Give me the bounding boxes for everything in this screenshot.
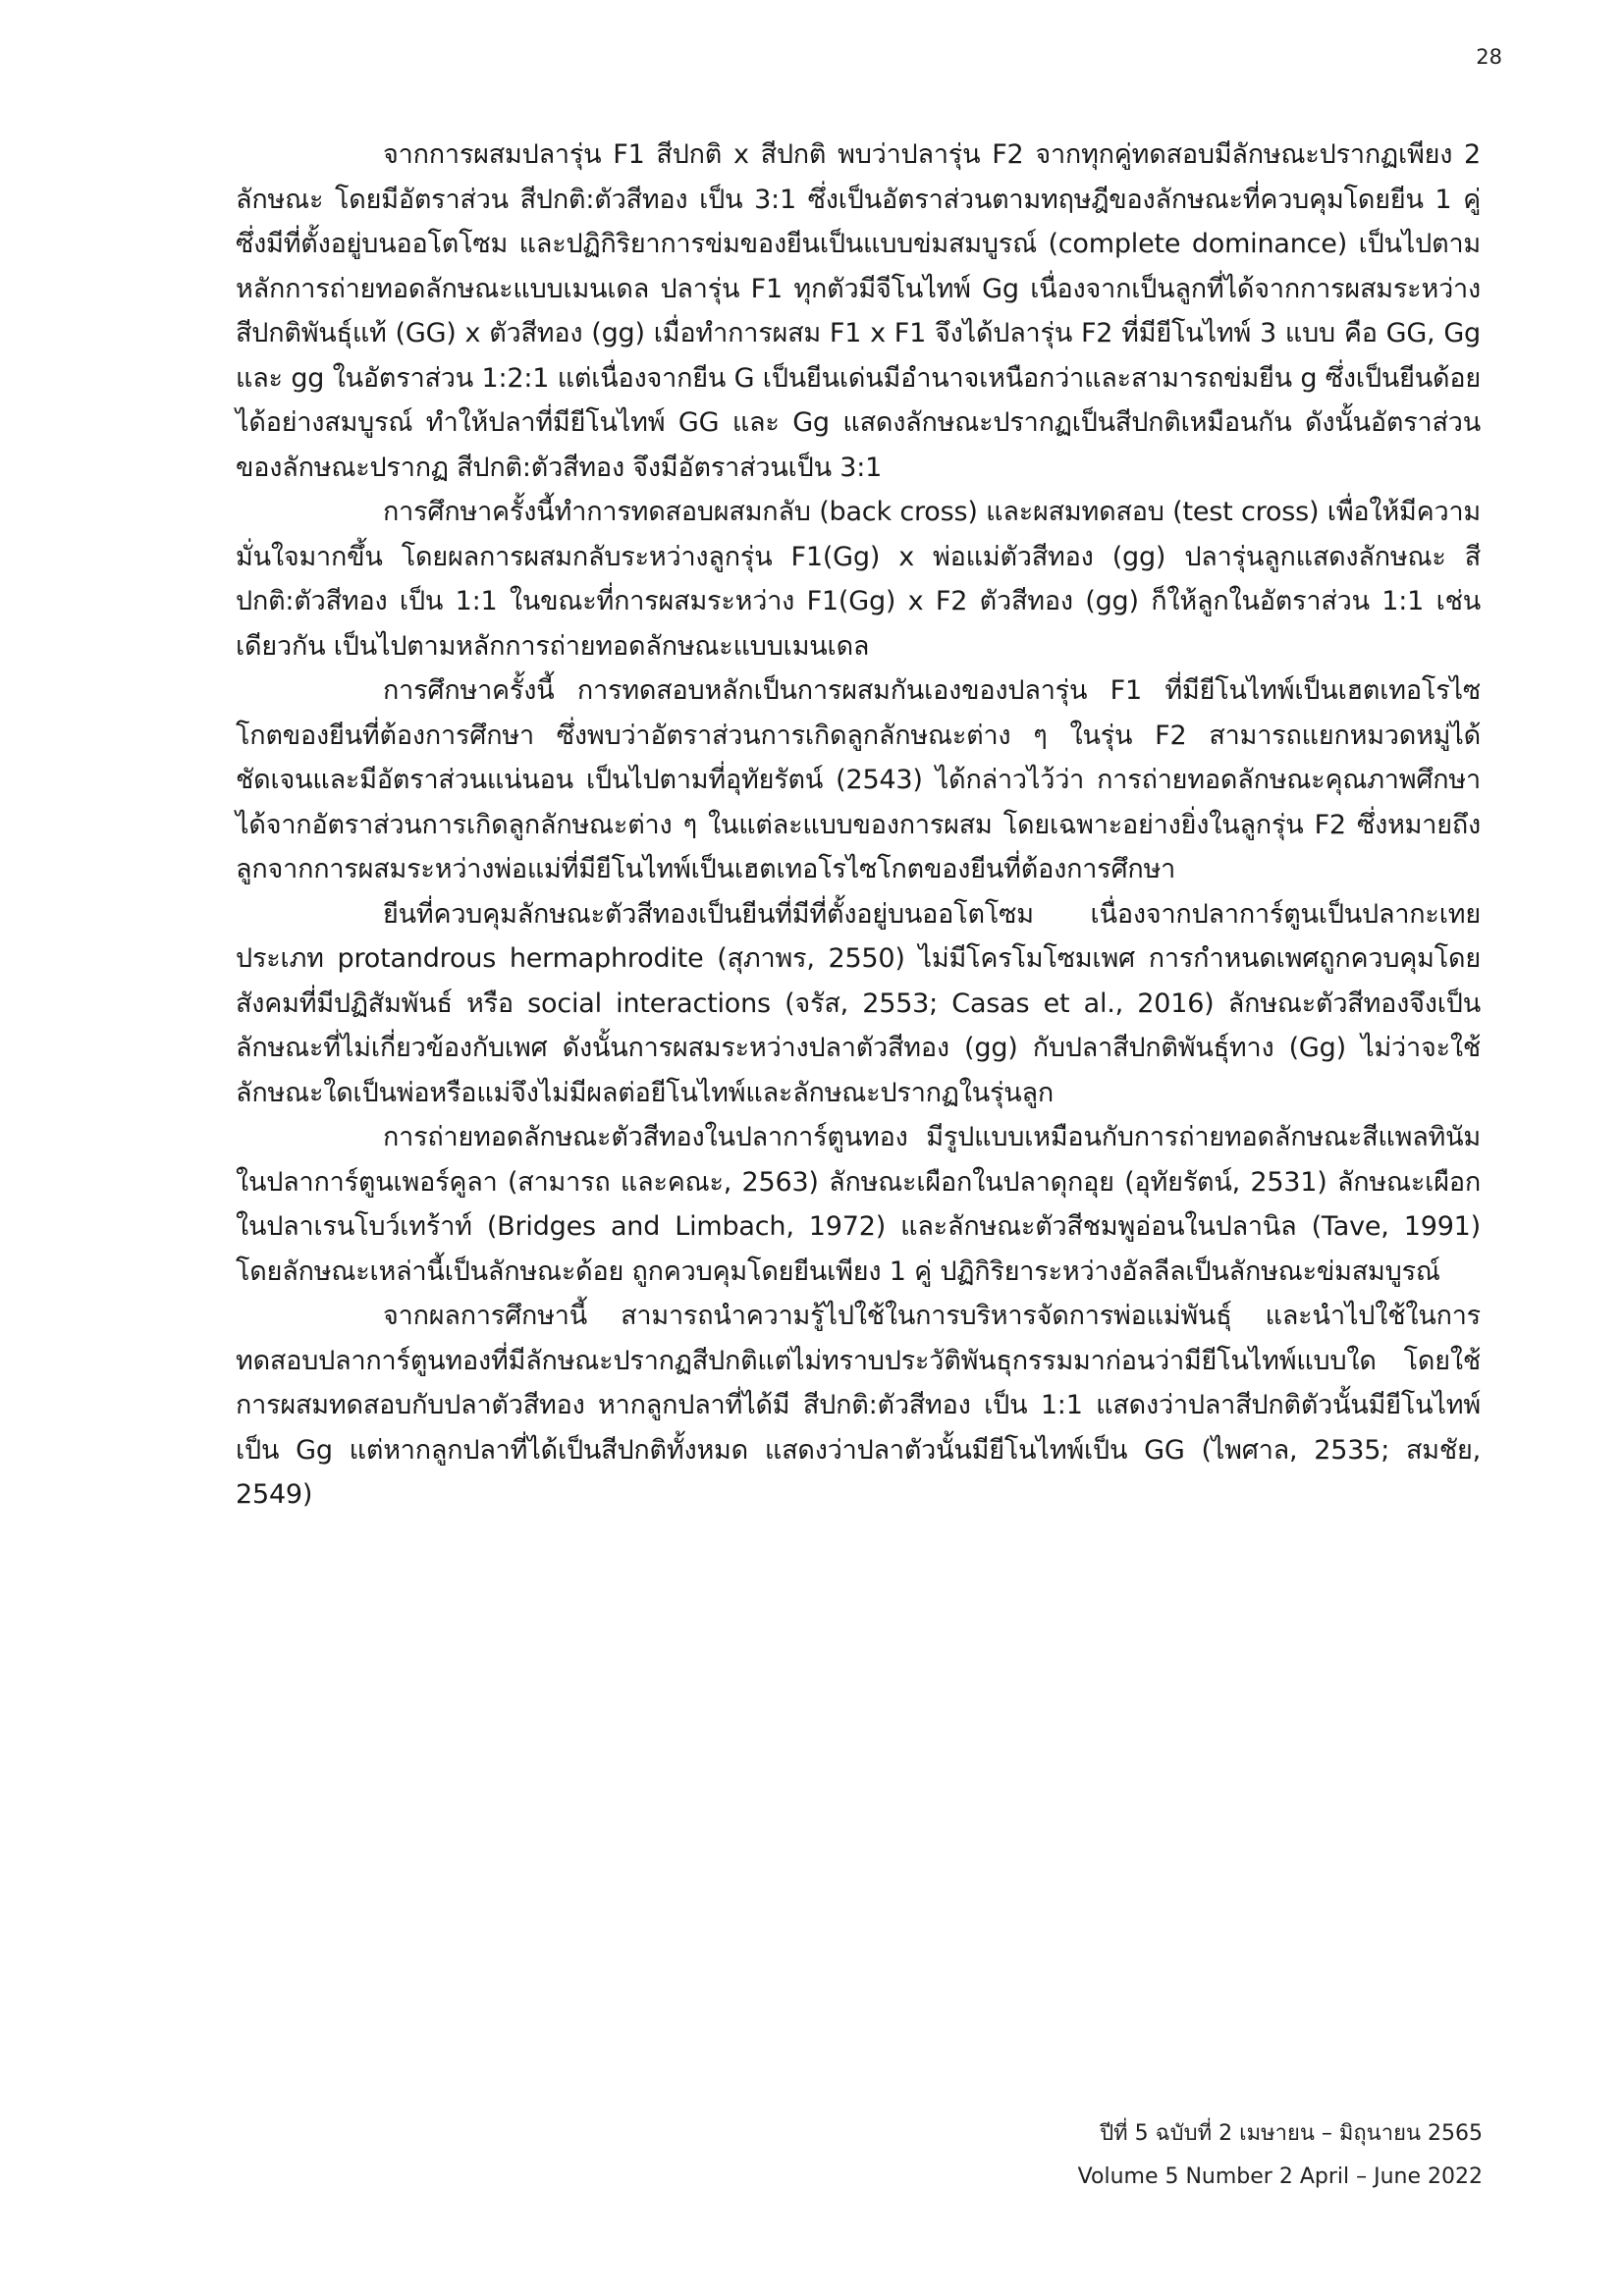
paragraph-autosomal-gene: ยีนที่ควบคุมลักษณะตัวสีทองเป็นยีนที่มีที่ตั้งอยู่บนออโตโซม เนื่องจากปลาการ์ตูนเป็นปลากะเทยประเภท protandrous hermaphrodite (สุภาพร, 2550) ไม่มีโครโมโซมเพศ การกำหนดเพศถูกควบคุมโดยสังคมที่มีปฏิสัมพันธ์ หรือ social interactions (จรัส, 2553; Casas et al., 2016) ลักษณะตัวสีทองจึงเป็นลักษณะที่ไม่เกี่ยวข้องกับเพศ ดังนั้นการผสมระหว่างปลาตัวสีทอง (gg) กับปลาสีปกติพันธุ์ทาง (Gg) ไม่ว่าจะใช้ลักษณะใดเป็นพ่อหรือแม่จึงไม่มีผลต่อยีโนไทพ์และลักษณะปรากฏในรุ่นลูก [236,898,1481,1108]
footer-thai-volume: ปีที่ 5 ฉบับที่ 2 เมษายน – มิถุนายน 2565 [1100,2121,1483,2146]
paragraph-back-cross: การศึกษาครั้งนี้ทำการทดสอบผสมกลับ (back cross) และผสมทดสอบ (test cross) เพื่อให้มีความมั่นใจมากขึ้น โดยผลการผสมกลับระหว่างลูกรุ่น F1(Gg) x พ่อแม่ตัวสีทอง (gg) ปลารุ่นลูกแสดงลักษณะ สีปกติ:ตัวสีทอง เป็น 1:1 ในขณะที่การผสมระหว่าง F1(Gg) x F2 ตัวสีทอง (gg) ก็ให้ลูกในอัตราส่วน 1:1 เช่นเดียวกัน เป็นไปตามหลักการถ่ายทอดลักษณะแบบเมนเดล [236,497,1481,662]
paragraph-application: จากผลการศึกษานี้ สามารถนำความรู้ไปใช้ในการบริหารจัดการพ่อแม่พันธุ์ และนำไปใช้ในการทดสอบปลาการ์ตูนทองที่มีลักษณะปรากฏสีปกติแต่ไม่ทราบประวัติพันธุกรรมมาก่อนว่ามียีโนไทพ์แบบใด โดยใช้การผสมทดสอบกับปลาตัวสีทอง หากลูกปลาที่ได้มี สีปกติ:ตัวสีทอง เป็น 1:1 แสดงว่าปลาสีปกติตัวนั้นมียีโนไทพ์เป็น Gg แต่หากลูกปลาที่ได้เป็นสีปกติทั้งหมด แสดงว่าปลาตัวนั้นมียีโนไทพ์เป็น GG (ไพศาล, 2535; สมชัย, 2549) [236,1301,1481,1510]
journal-footer [982,2112,1483,2199]
paragraph-main-test: การศึกษาครั้งนี้ การทดสอบหลักเป็นการผสมกันเองของปลารุ่น F1 ที่มียีโนไทพ์เป็นเฮตเทอโรไซโกตของยีนที่ต้องการศึกษา ซึ่งพบว่าอัตราส่วนการเกิดลูกลักษณะต่าง ๆ ในรุ่น F2 สามารถแยกหมวดหมู่ได้ชัดเจนและมีอัตราส่วนแน่นอน เป็นไปตามที่อุทัยรัตน์ (2543) ได้กล่าวไว้ว่า การถ่ายทอดลักษณะคุณภาพศึกษาได้จากอัตราส่วนการเกิดลูกลักษณะต่าง ๆ ในแต่ละแบบของการผสม โดยเฉพาะอย่างยิ่งในลูกรุ่น F2 ซึ่งหมายถึง ลูกจากการผสมระหว่างพ่อแม่ที่มียีโนไทพ์เป็นเฮตเทอโรไซโกตของยีนที่ต้องการศึกษา [236,675,1481,884]
body-text [236,133,1481,1518]
paragraph-comparison: การถ่ายทอดลักษณะตัวสีทองในปลาการ์ตูนทอง มีรูปแบบเหมือนกับการถ่ายทอดลักษณะสีแพลทินัมในปลาการ์ตูนเพอร์คูลา (สามารถ และคณะ, 2563) ลักษณะเผือกในปลาดุกอุย (อุทัยรัตน์, 2531) ลักษณะเผือกในปลาเรนโบว์เทร้าท์ (Bridges and Limbach, 1972) และลักษณะตัวสีชมพูอ่อนในปลานิล (Tave, 1991) โดยลักษณะเหล่านี้เป็นลักษณะด้อย ถูกควบคุมโดยยีนเพียง 1 คู่ ปฏิกิริยาระหว่างอัลลีลเป็นลักษณะข่มสมบูรณ์ [236,1122,1481,1287]
footer-english-volume: Volume 5 Number 2 April – June 2022 [1077,2164,1483,2189]
paragraph-f2-ratio: จากการผสมปลารุ่น F1 สีปกติ x สีปกติ พบว่าปลารุ่น F2 จากทุกคู่ทดสอบมีลักษณะปรากฏเพียง 2 ลักษณะ โดยมีอัตราส่วน สีปกติ:ตัวสีทอง เป็น 3:1 ซึ่งเป็นอัตราส่วนตามทฤษฎีของลักษณะที่ควบคุมโดยยีน 1 คู่ ซึ่งมีที่ตั้งอยู่บนออโตโซม และปฏิกิริยาการข่มของยีนเป็นแบบข่มสมบูรณ์ (complete dominance) เป็นไปตามหลักการถ่ายทอดลักษณะแบบเมนเดล ปลารุ่น F1 ทุกตัวมีจีโนไทพ์ Gg เนื่องจากเป็นลูกที่ได้จากการผสมระหว่าง สีปกติพันธุ์แท้ (GG) x ตัวสีทอง (gg) เมื่อทำการผสม F1 x F1 จึงได้ปลารุ่น F2 ที่มียีโนไทพ์ 3 แบบ คือ GG, Gg และ gg ในอัตราส่วน 1:2:1 แต่เนื่องจากยีน G เป็นยีนเด่นมีอำนาจเหนือกว่าและสามารถข่มยีน g ซึ่งเป็นยีนด้อยได้อย่างสมบูรณ์ ทำให้ปลาที่มียีโนไทพ์ GG และ Gg แสดงลักษณะปรากฏเป็นสีปกติเหมือนกัน ดังนั้นอัตราส่วนของลักษณะปรากฏ สีปกติ:ตัวสีทอง จึงมีอัตราส่วนเป็น 3:1 [236,139,1481,483]
page-number: 28 [1476,45,1502,69]
